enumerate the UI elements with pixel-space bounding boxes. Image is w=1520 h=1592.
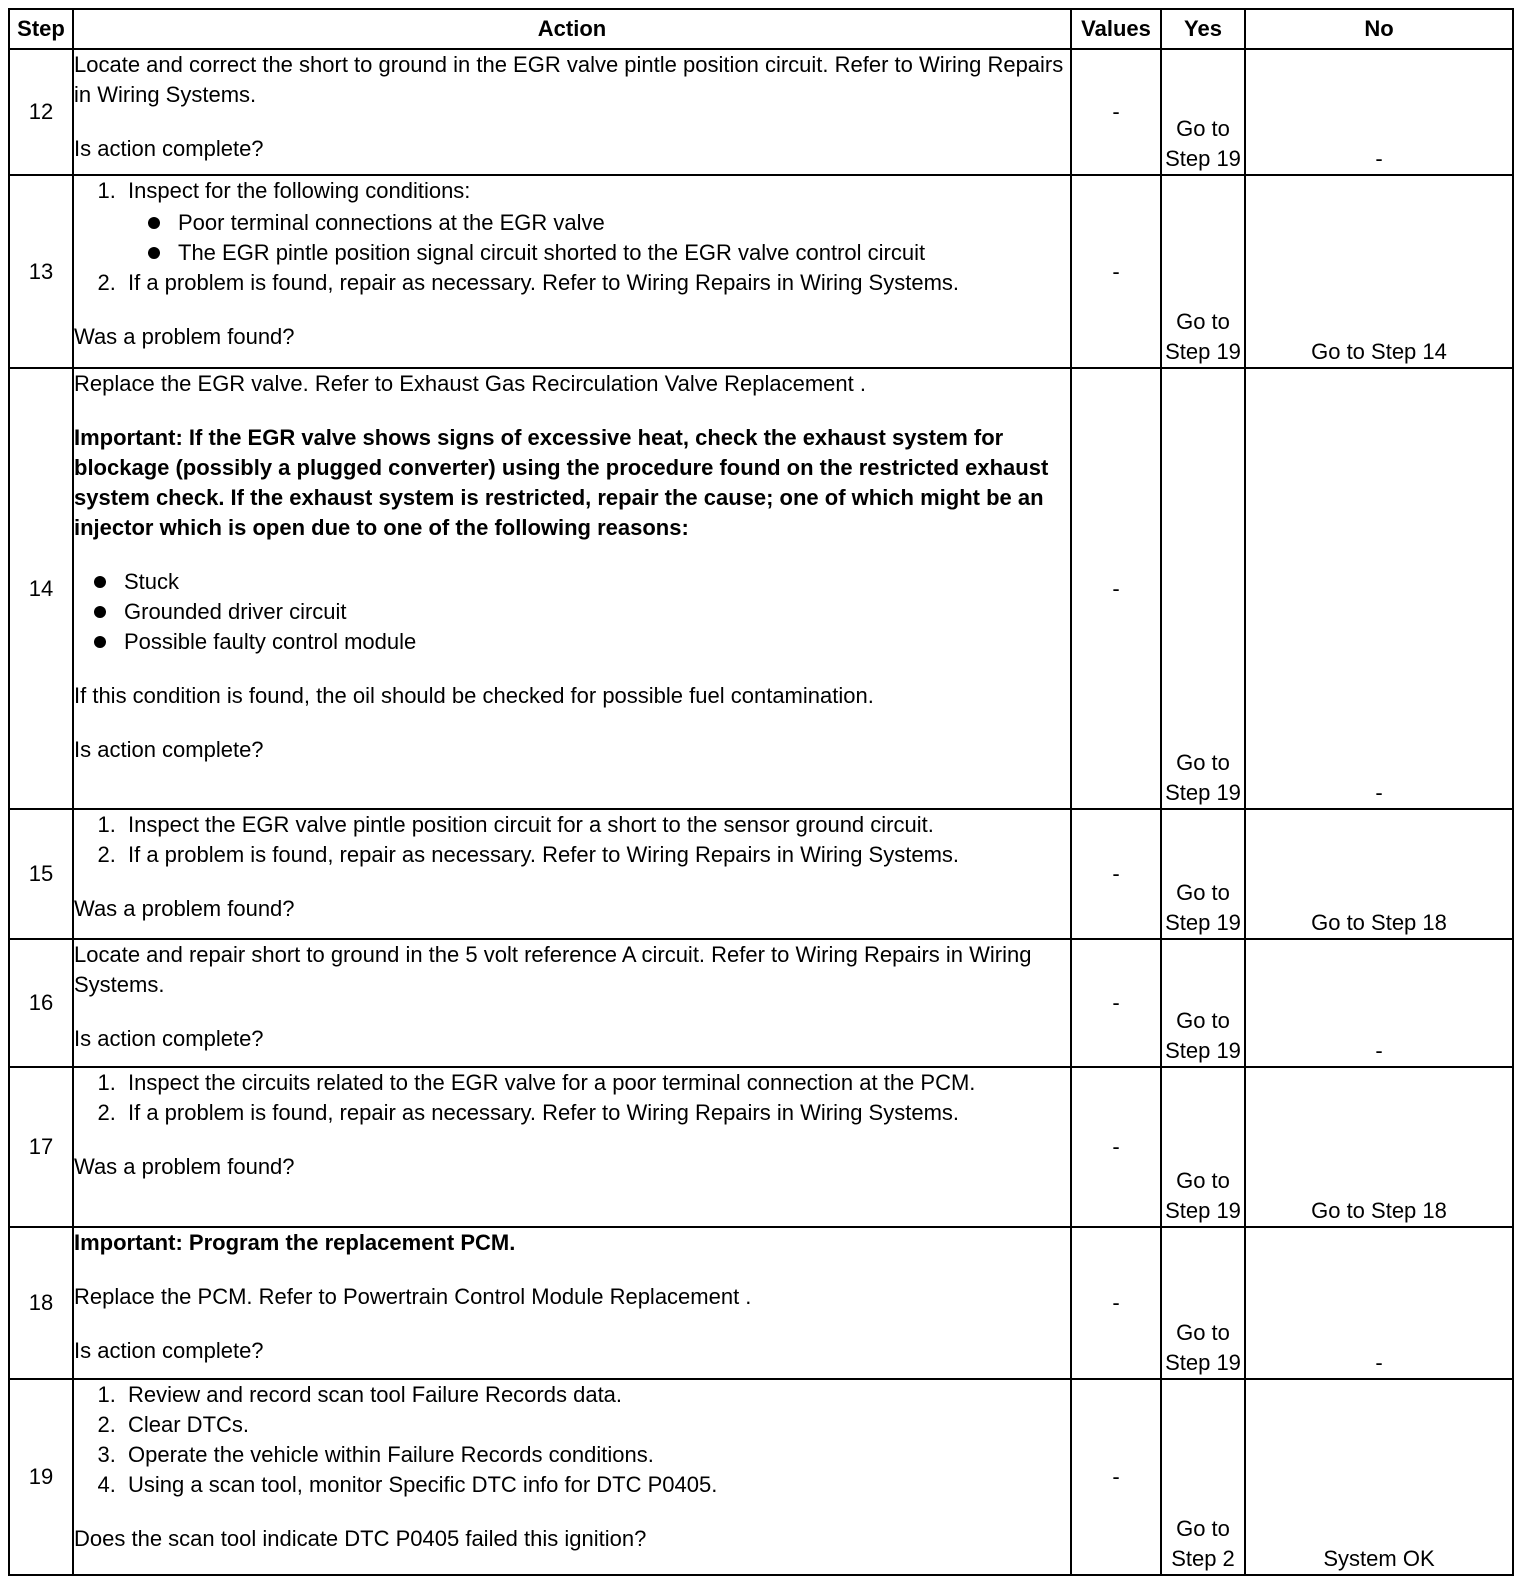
step-number: 16 xyxy=(9,939,73,1067)
values-cell: - xyxy=(1071,175,1161,368)
list-item: Poor terminal connections at the EGR valve xyxy=(178,208,1070,238)
table-row xyxy=(9,175,1513,368)
yes-cell: Go to Step 19 xyxy=(1161,175,1245,368)
table-row xyxy=(9,1379,1513,1575)
sub-bullet-list xyxy=(128,208,1070,268)
step-number: 18 xyxy=(9,1227,73,1379)
values-cell: - xyxy=(1071,1067,1161,1227)
action-steps-list xyxy=(74,1380,1070,1500)
action-cell xyxy=(73,368,1071,809)
header-action: Action xyxy=(73,9,1071,49)
step-number: 19 xyxy=(9,1379,73,1575)
yes-cell: Go to Step 19 xyxy=(1161,809,1245,939)
action-question: Is action complete? xyxy=(74,737,264,762)
table-row xyxy=(9,939,1513,1067)
table-row xyxy=(9,1227,1513,1379)
header-values: Values xyxy=(1071,9,1161,49)
action-question: Is action complete? xyxy=(74,1026,264,1051)
list-item: 2. If a problem is found, repair as necessary. Refer to Wiring Repairs in Wiring Systems. xyxy=(122,268,1070,298)
values-cell: - xyxy=(1071,1227,1161,1379)
step-number: 13 xyxy=(9,175,73,368)
diagnostic-steps-table xyxy=(8,8,1514,1576)
action-cell xyxy=(73,49,1071,175)
no-cell: - xyxy=(1245,939,1513,1067)
action-steps-list xyxy=(74,1068,1070,1128)
action-cell xyxy=(73,1227,1071,1379)
yes-cell: Go to Step 2 xyxy=(1161,1379,1245,1575)
important-note: Important: If the EGR valve shows signs of excessive heat, check the exhaust system for blockage (possibly a plugged converter) using the procedure found on the restricted exhaust system check. If the exhaust system is restricted, repair the cause; one of which might be an injector which is open due to one of the following reasons: xyxy=(74,425,1049,540)
list-item: The EGR pintle position signal circuit shorted to the EGR valve control circuit xyxy=(178,238,1070,268)
step-number: 17 xyxy=(9,1067,73,1227)
step-number: 15 xyxy=(9,809,73,939)
action-question: Was a problem found? xyxy=(74,896,295,921)
action-cell xyxy=(73,809,1071,939)
table-row xyxy=(9,1067,1513,1227)
no-cell: System OK xyxy=(1245,1379,1513,1575)
no-cell: - xyxy=(1245,1227,1513,1379)
step-number: 14 xyxy=(9,368,73,809)
no-cell: - xyxy=(1245,49,1513,175)
action-text: Locate and correct the short to ground in the EGR valve pintle position circuit. Refer to Wiring Repairs in Wiring Systems. xyxy=(74,52,1064,107)
values-cell: - xyxy=(1071,368,1161,809)
list-item: 1. Inspect the EGR valve pintle position circuit for a short to the sensor ground circuit. xyxy=(122,810,1070,840)
list-item: Stuck xyxy=(124,567,1070,597)
values-cell: - xyxy=(1071,939,1161,1067)
values-cell: - xyxy=(1071,809,1161,939)
step-number: 12 xyxy=(9,49,73,175)
list-item: 2. Clear DTCs. xyxy=(122,1410,1070,1440)
yes-cell: Go to Step 19 xyxy=(1161,49,1245,175)
action-question: Does the scan tool indicate DTC P0405 failed this ignition? xyxy=(74,1526,647,1551)
action-cell xyxy=(73,939,1071,1067)
yes-cell: Go to Step 19 xyxy=(1161,368,1245,809)
action-cell xyxy=(73,1067,1071,1227)
table-row xyxy=(9,809,1513,939)
header-no: No xyxy=(1245,9,1513,49)
action-note: If this condition is found, the oil should be checked for possible fuel contamination. xyxy=(74,683,874,708)
action-question: Is action complete? xyxy=(74,136,264,161)
yes-cell: Go to Step 19 xyxy=(1161,1227,1245,1379)
important-note: Important: Program the replacement PCM. xyxy=(74,1230,516,1255)
list-item: 1. Inspect the circuits related to the EGR valve for a poor terminal connection at the PCM. xyxy=(122,1068,1070,1098)
action-cell xyxy=(73,1379,1071,1575)
yes-cell: Go to Step 19 xyxy=(1161,939,1245,1067)
yes-cell: Go to Step 19 xyxy=(1161,1067,1245,1227)
no-cell: Go to Step 18 xyxy=(1245,1067,1513,1227)
values-cell: - xyxy=(1071,49,1161,175)
table-row xyxy=(9,368,1513,809)
list-item: 3. Operate the vehicle within Failure Records conditions. xyxy=(122,1440,1070,1470)
no-cell: Go to Step 18 xyxy=(1245,809,1513,939)
action-question: Was a problem found? xyxy=(74,324,295,349)
action-question: Was a problem found? xyxy=(74,1154,295,1179)
list-item: Grounded driver circuit xyxy=(124,597,1070,627)
action-text: Replace the PCM. Refer to Powertrain Control Module Replacement . xyxy=(74,1284,752,1309)
no-cell: Go to Step 14 xyxy=(1245,175,1513,368)
action-steps-list xyxy=(74,176,1070,298)
action-steps-list xyxy=(74,810,1070,870)
header-row xyxy=(9,9,1513,49)
header-step: Step xyxy=(9,9,73,49)
list-item: 2. If a problem is found, repair as necessary. Refer to Wiring Repairs in Wiring Systems. xyxy=(122,1098,1070,1128)
list-item: 1. Review and record scan tool Failure Records data. xyxy=(122,1380,1070,1410)
values-cell: - xyxy=(1071,1379,1161,1575)
list-item: Possible faulty control module xyxy=(124,627,1070,657)
table-row xyxy=(9,49,1513,175)
action-question: Is action complete? xyxy=(74,1338,264,1363)
list-item: 1. Inspect for the following conditions: Poor terminal connections at the EGR valve The EGR pintle position signal circuit shorted to the EGR valve control circuit xyxy=(122,176,1070,268)
action-cell xyxy=(73,175,1071,368)
no-cell: - xyxy=(1245,368,1513,809)
action-text: Locate and repair short to ground in the 5 volt reference A circuit. Refer to Wiring Repairs in Wiring Systems. xyxy=(74,942,1032,997)
list-item: 4. Using a scan tool, monitor Specific DTC info for DTC P0405. xyxy=(122,1470,1070,1500)
list-item: 2. If a problem is found, repair as necessary. Refer to Wiring Repairs in Wiring Systems. xyxy=(122,840,1070,870)
reasons-bullet-list xyxy=(74,567,1070,657)
action-text: Replace the EGR valve. Refer to Exhaust Gas Recirculation Valve Replacement . xyxy=(74,371,866,396)
header-yes: Yes xyxy=(1161,9,1245,49)
